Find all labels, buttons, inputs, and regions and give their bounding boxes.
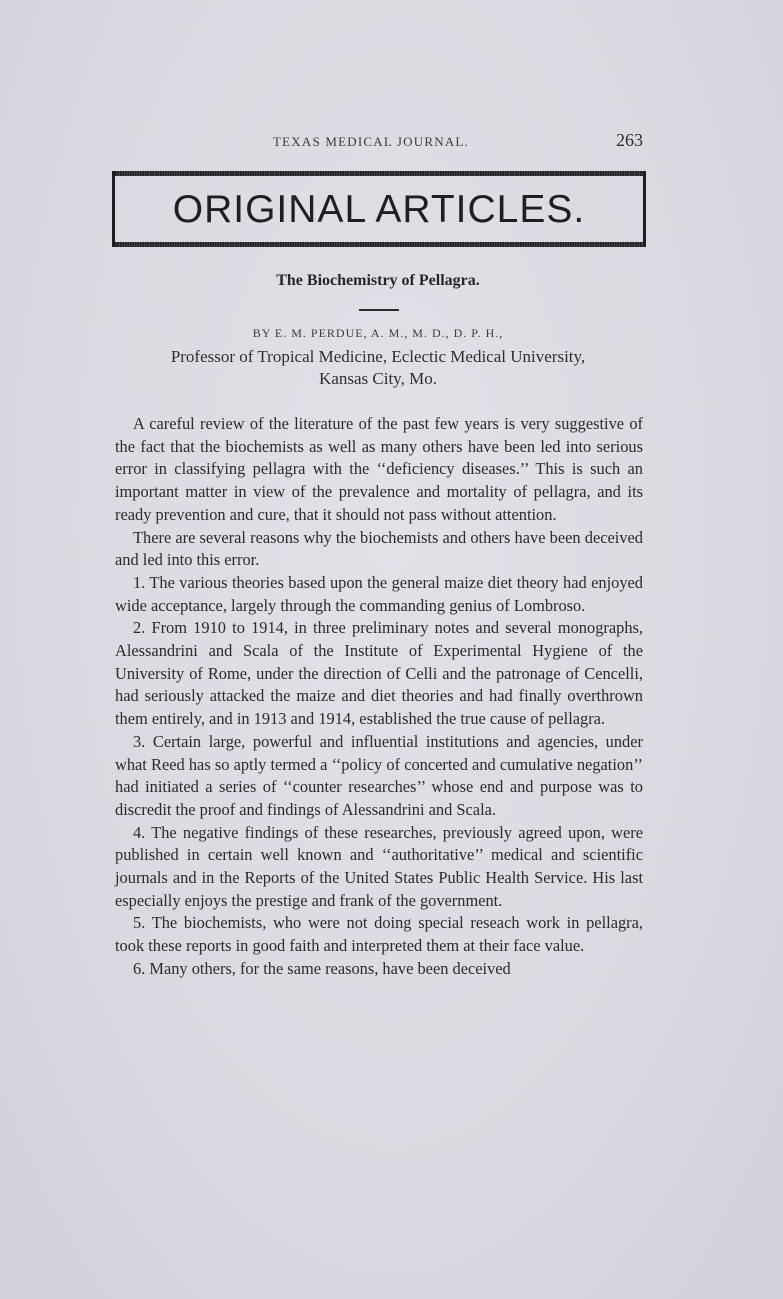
running-head [113, 130, 643, 152]
paragraph: There are several reasons why the biochemists and others have been deceived and led into this error. [115, 527, 643, 570]
affiliation-line: Kansas City, Mo. [319, 369, 437, 388]
author-byline: BY E. M. PERDUE, A. M., M. D., D. P. H., [252, 326, 504, 340]
banner-top-rule [115, 171, 643, 176]
paragraph: 6. Many others, for the same reasons, have been deceived [133, 958, 511, 978]
banner-bottom-rule [115, 242, 643, 247]
affiliation-line: Professor of Tropical Medicine, Eclectic Medical University, [170, 347, 586, 366]
journal-name: TEXAS MEDICAL JOURNAL. [273, 134, 469, 149]
paragraph: A careful review of the literature of the past few years is very suggestive of the fact that the biochemists as well as many others have been led into serious error in classifying pellagra with the ‘‘deficiency diseases.’’ This is such an important matter in view of the prevalence and mortality of pellagra, and its ready prevention and cure, that it should not pass without attention. [115, 414, 643, 524]
section-title: ORIGINAL ARTICLES. [172, 188, 586, 231]
paragraph: 4. The negative findings of these researches, previously agreed upon, were published in certain well known and ‘‘authoritative’’ medical and scientific journals and in the Reports of the United States Public Health Service. His last especially enjoys the prestige and frank of the government. [115, 822, 643, 910]
author-affiliation [113, 346, 643, 390]
paragraph: 5. The biochemists, who were not doing special reseach work in pellagra, took these reports in good faith and interpreted them at their face value. [115, 913, 643, 956]
paragraph: 3. Certain large, powerful and influential institutions and agencies, under what Reed has so aptly termed a ‘‘policy of concerted and cumulative negation’’ had initiated a series of ‘‘counter researches’’ whose end and purpose was to discredit the proof and findings of Alessandrini and Scala. [115, 731, 643, 819]
paragraph: 1. The various theories based upon the general maize diet theory had enjoyed wide acceptance, largely through the commanding genius of Lombroso. [115, 572, 643, 615]
article-body [115, 413, 643, 981]
article-title: The Biochemistry of Pellagra. [276, 272, 480, 289]
paragraph: 2. From 1910 to 1914, in three preliminary notes and several monographs, Alessandrini and Scala of the Institute of Experimental Hygiene of the University of Rome, under the direction of Celli and the patronage of Cencelli, had seriously attacked the maize and diet theories and had finally overthrown them entirely, and in 1913 and 1914, established the true cause of pellagra. [115, 618, 643, 729]
page-number: 263 [616, 130, 643, 150]
title-divider [359, 309, 399, 311]
section-banner [112, 171, 646, 247]
